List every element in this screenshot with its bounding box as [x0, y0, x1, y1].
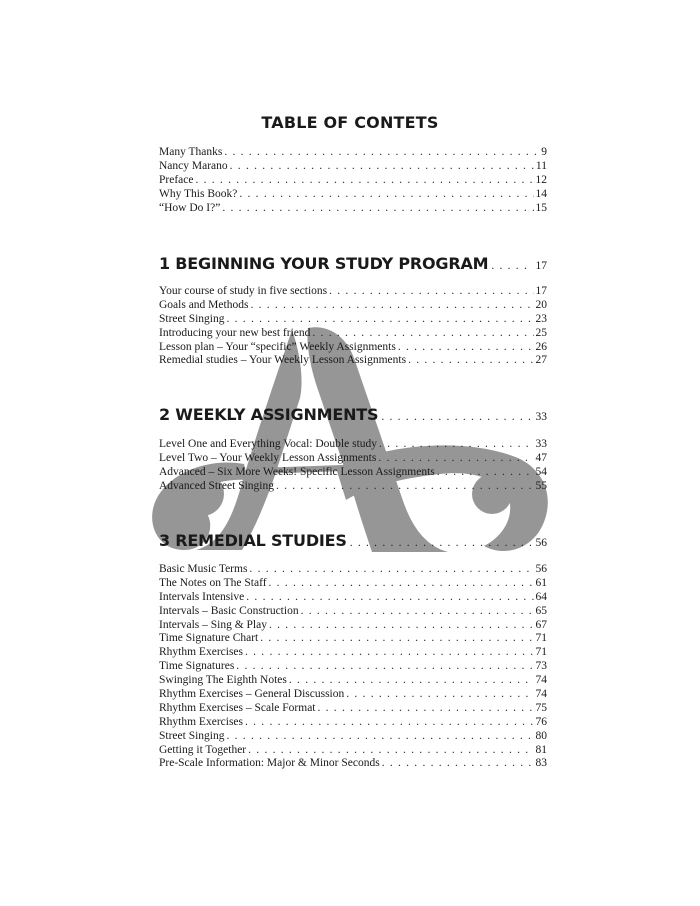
toc-entry[interactable] — [159, 605, 547, 619]
entry-label: Introducing your new best friend — [159, 326, 311, 339]
entry-page-number: 27 — [535, 354, 547, 367]
section-heading-1[interactable] — [159, 254, 547, 273]
entry-page-number: 55 — [535, 479, 547, 492]
entry-label: Basic Music Terms — [159, 563, 248, 575]
dot-leader — [227, 313, 534, 327]
dot-leader — [269, 619, 534, 633]
dot-leader — [245, 646, 534, 660]
entry-label: Rhythm Exercises — [159, 715, 243, 728]
entry-page-number: 47 — [535, 451, 547, 464]
entry-label: Goals and Methods — [159, 298, 249, 311]
page-title: TABLE OF CONTETS — [261, 113, 439, 132]
entry-label: The Notes on The Staff — [159, 576, 267, 589]
entry-page-number: 75 — [535, 701, 547, 714]
toc-entry[interactable] — [159, 438, 547, 452]
entry-label: Swinging The Eighth Notes — [159, 674, 287, 687]
toc-entry[interactable] — [159, 688, 547, 702]
entry-label: Your course of study in five sections — [159, 285, 328, 297]
entry-label: Level One and Everything Vocal: Double study — [159, 438, 378, 450]
entry-page-number: 33 — [535, 438, 547, 450]
entry-page-number: 76 — [535, 715, 547, 728]
dot-leader — [350, 537, 533, 549]
dot-leader — [381, 411, 532, 423]
toc-entry[interactable] — [159, 285, 547, 299]
dot-leader — [260, 632, 533, 646]
entry-page-number: 71 — [535, 632, 547, 645]
toc-entry[interactable] — [159, 674, 547, 688]
toc-entry[interactable] — [159, 299, 547, 313]
entry-label: Advanced – Six More Weeks! Specific Lesson Assignments — [159, 465, 435, 478]
toc-entry[interactable] — [159, 577, 547, 591]
entry-page-number: 12 — [535, 173, 547, 186]
entry-page-number: 67 — [535, 618, 547, 631]
dot-leader — [236, 660, 533, 674]
toc-entry[interactable] — [159, 744, 547, 758]
dot-leader — [250, 299, 533, 313]
dot-leader — [230, 160, 534, 174]
entry-label: Time Signature Chart — [159, 632, 259, 645]
toc-entry[interactable] — [159, 757, 547, 771]
entry-page-number: 54 — [535, 465, 547, 478]
toc-entry[interactable] — [159, 354, 547, 368]
entry-page-number: 11 — [535, 159, 547, 172]
dot-leader — [301, 605, 534, 619]
entry-page-number: 64 — [535, 590, 547, 603]
entry-page-number: 20 — [535, 298, 547, 311]
entry-label: Remedial studies – Your Weekly Lesson Assignments — [159, 354, 407, 367]
dot-leader — [312, 327, 533, 341]
entry-page-number: 26 — [535, 340, 547, 353]
entry-page-number: 17 — [535, 285, 547, 297]
entry-page-number: 9 — [541, 146, 547, 158]
entry-label: Pre-Scale Information: Major & Minor Seconds — [159, 757, 380, 770]
dot-leader — [222, 202, 533, 216]
toc-entry[interactable] — [159, 452, 547, 466]
front-matter-list — [159, 146, 547, 215]
toc-entry[interactable] — [159, 327, 547, 341]
section-page-number: 17 — [535, 260, 547, 272]
dot-leader — [239, 188, 533, 202]
dot-leader — [382, 757, 534, 771]
entry-label: Intervals – Basic Construction — [159, 604, 299, 617]
dot-leader — [329, 285, 533, 299]
dot-leader — [437, 466, 534, 480]
section-title: 3 REMEDIAL STUDIES — [159, 531, 347, 550]
toc-entry[interactable] — [159, 466, 547, 480]
entry-label: Lesson plan – Your “specific” Weekly Assignments — [159, 340, 396, 353]
entry-page-number: 65 — [535, 604, 547, 617]
dot-leader — [245, 716, 534, 730]
entry-page-number: 14 — [535, 187, 547, 200]
toc-entry[interactable] — [159, 160, 547, 174]
section-3-list — [159, 563, 547, 771]
section-title: 1 BEGINNING YOUR STUDY PROGRAM — [159, 254, 489, 273]
entry-label: Rhythm Exercises – Scale Format — [159, 701, 316, 714]
entry-page-number: 23 — [535, 312, 547, 325]
entry-page-number: 15 — [535, 201, 547, 214]
entry-page-number: 25 — [535, 326, 547, 339]
dot-leader — [379, 438, 533, 452]
dot-leader — [491, 260, 532, 272]
dot-leader — [318, 702, 534, 716]
toc-entry[interactable] — [159, 660, 547, 674]
dot-leader — [276, 480, 534, 494]
entry-page-number: 61 — [535, 576, 547, 589]
entry-label: Many Thanks — [159, 146, 223, 158]
toc-entry[interactable] — [159, 341, 547, 355]
entry-label: Advanced Street Singing — [159, 479, 274, 492]
section-1-list — [159, 285, 547, 368]
entry-label: Time Signatures — [159, 660, 235, 673]
entry-page-number: 83 — [535, 757, 547, 770]
toc-entry[interactable] — [159, 563, 547, 577]
entry-label: Getting it Together — [159, 743, 247, 756]
entry-page-number: 81 — [535, 743, 547, 756]
toc-entry[interactable] — [159, 313, 547, 327]
entry-label: Intervals – Sing & Play — [159, 618, 267, 631]
entry-page-number: 71 — [535, 646, 547, 659]
entry-page-number: 74 — [535, 688, 547, 701]
dot-leader — [269, 577, 534, 591]
toc-entry[interactable] — [159, 716, 547, 730]
toc-entry[interactable] — [159, 480, 547, 494]
dot-leader — [195, 174, 533, 188]
section-title: 2 WEEKLY ASSIGNMENTS — [159, 405, 379, 424]
section-page-number: 56 — [535, 537, 547, 549]
entry-label: Intervals Intensive — [159, 590, 245, 603]
dot-leader — [378, 452, 533, 466]
entry-label: Level Two – Your Weekly Lesson Assignments — [159, 451, 377, 464]
toc-entry[interactable] — [159, 174, 547, 188]
toc-entry[interactable] — [159, 632, 547, 646]
dot-leader — [227, 730, 534, 744]
entry-label: Preface — [159, 173, 194, 186]
entry-label: Nancy Marano — [159, 159, 228, 172]
dot-leader — [289, 674, 534, 688]
toc-entry[interactable] — [159, 702, 547, 716]
entry-label: “How Do I?” — [159, 201, 221, 214]
entry-page-number: 56 — [535, 563, 547, 575]
entry-page-number: 73 — [535, 660, 547, 673]
entry-label: Street Singing — [159, 729, 225, 742]
dot-leader — [249, 563, 533, 577]
entry-label: Street Singing — [159, 312, 225, 325]
dot-leader — [224, 146, 539, 160]
entry-label: Why This Book? — [159, 187, 238, 200]
entry-page-number: 80 — [535, 729, 547, 742]
dot-leader — [248, 744, 533, 758]
section-page-number: 33 — [535, 411, 547, 423]
section-heading-3[interactable] — [159, 531, 547, 550]
section-heading-2[interactable] — [159, 405, 547, 424]
toc-entry[interactable] — [159, 188, 547, 202]
dot-leader — [246, 591, 533, 605]
entry-page-number: 74 — [535, 674, 547, 687]
dot-leader — [408, 354, 533, 368]
toc-entry[interactable] — [159, 146, 547, 160]
toc-entry[interactable] — [159, 730, 547, 744]
entry-label: Rhythm Exercises – General Discussion — [159, 688, 345, 701]
toc-entry[interactable] — [159, 646, 547, 660]
toc-entry[interactable] — [159, 202, 547, 216]
toc-entry[interactable] — [159, 619, 547, 633]
dot-leader — [398, 341, 534, 355]
section-2-list — [159, 438, 547, 494]
dot-leader — [346, 688, 533, 702]
toc-entry[interactable] — [159, 591, 547, 605]
entry-label: Rhythm Exercises — [159, 646, 243, 659]
